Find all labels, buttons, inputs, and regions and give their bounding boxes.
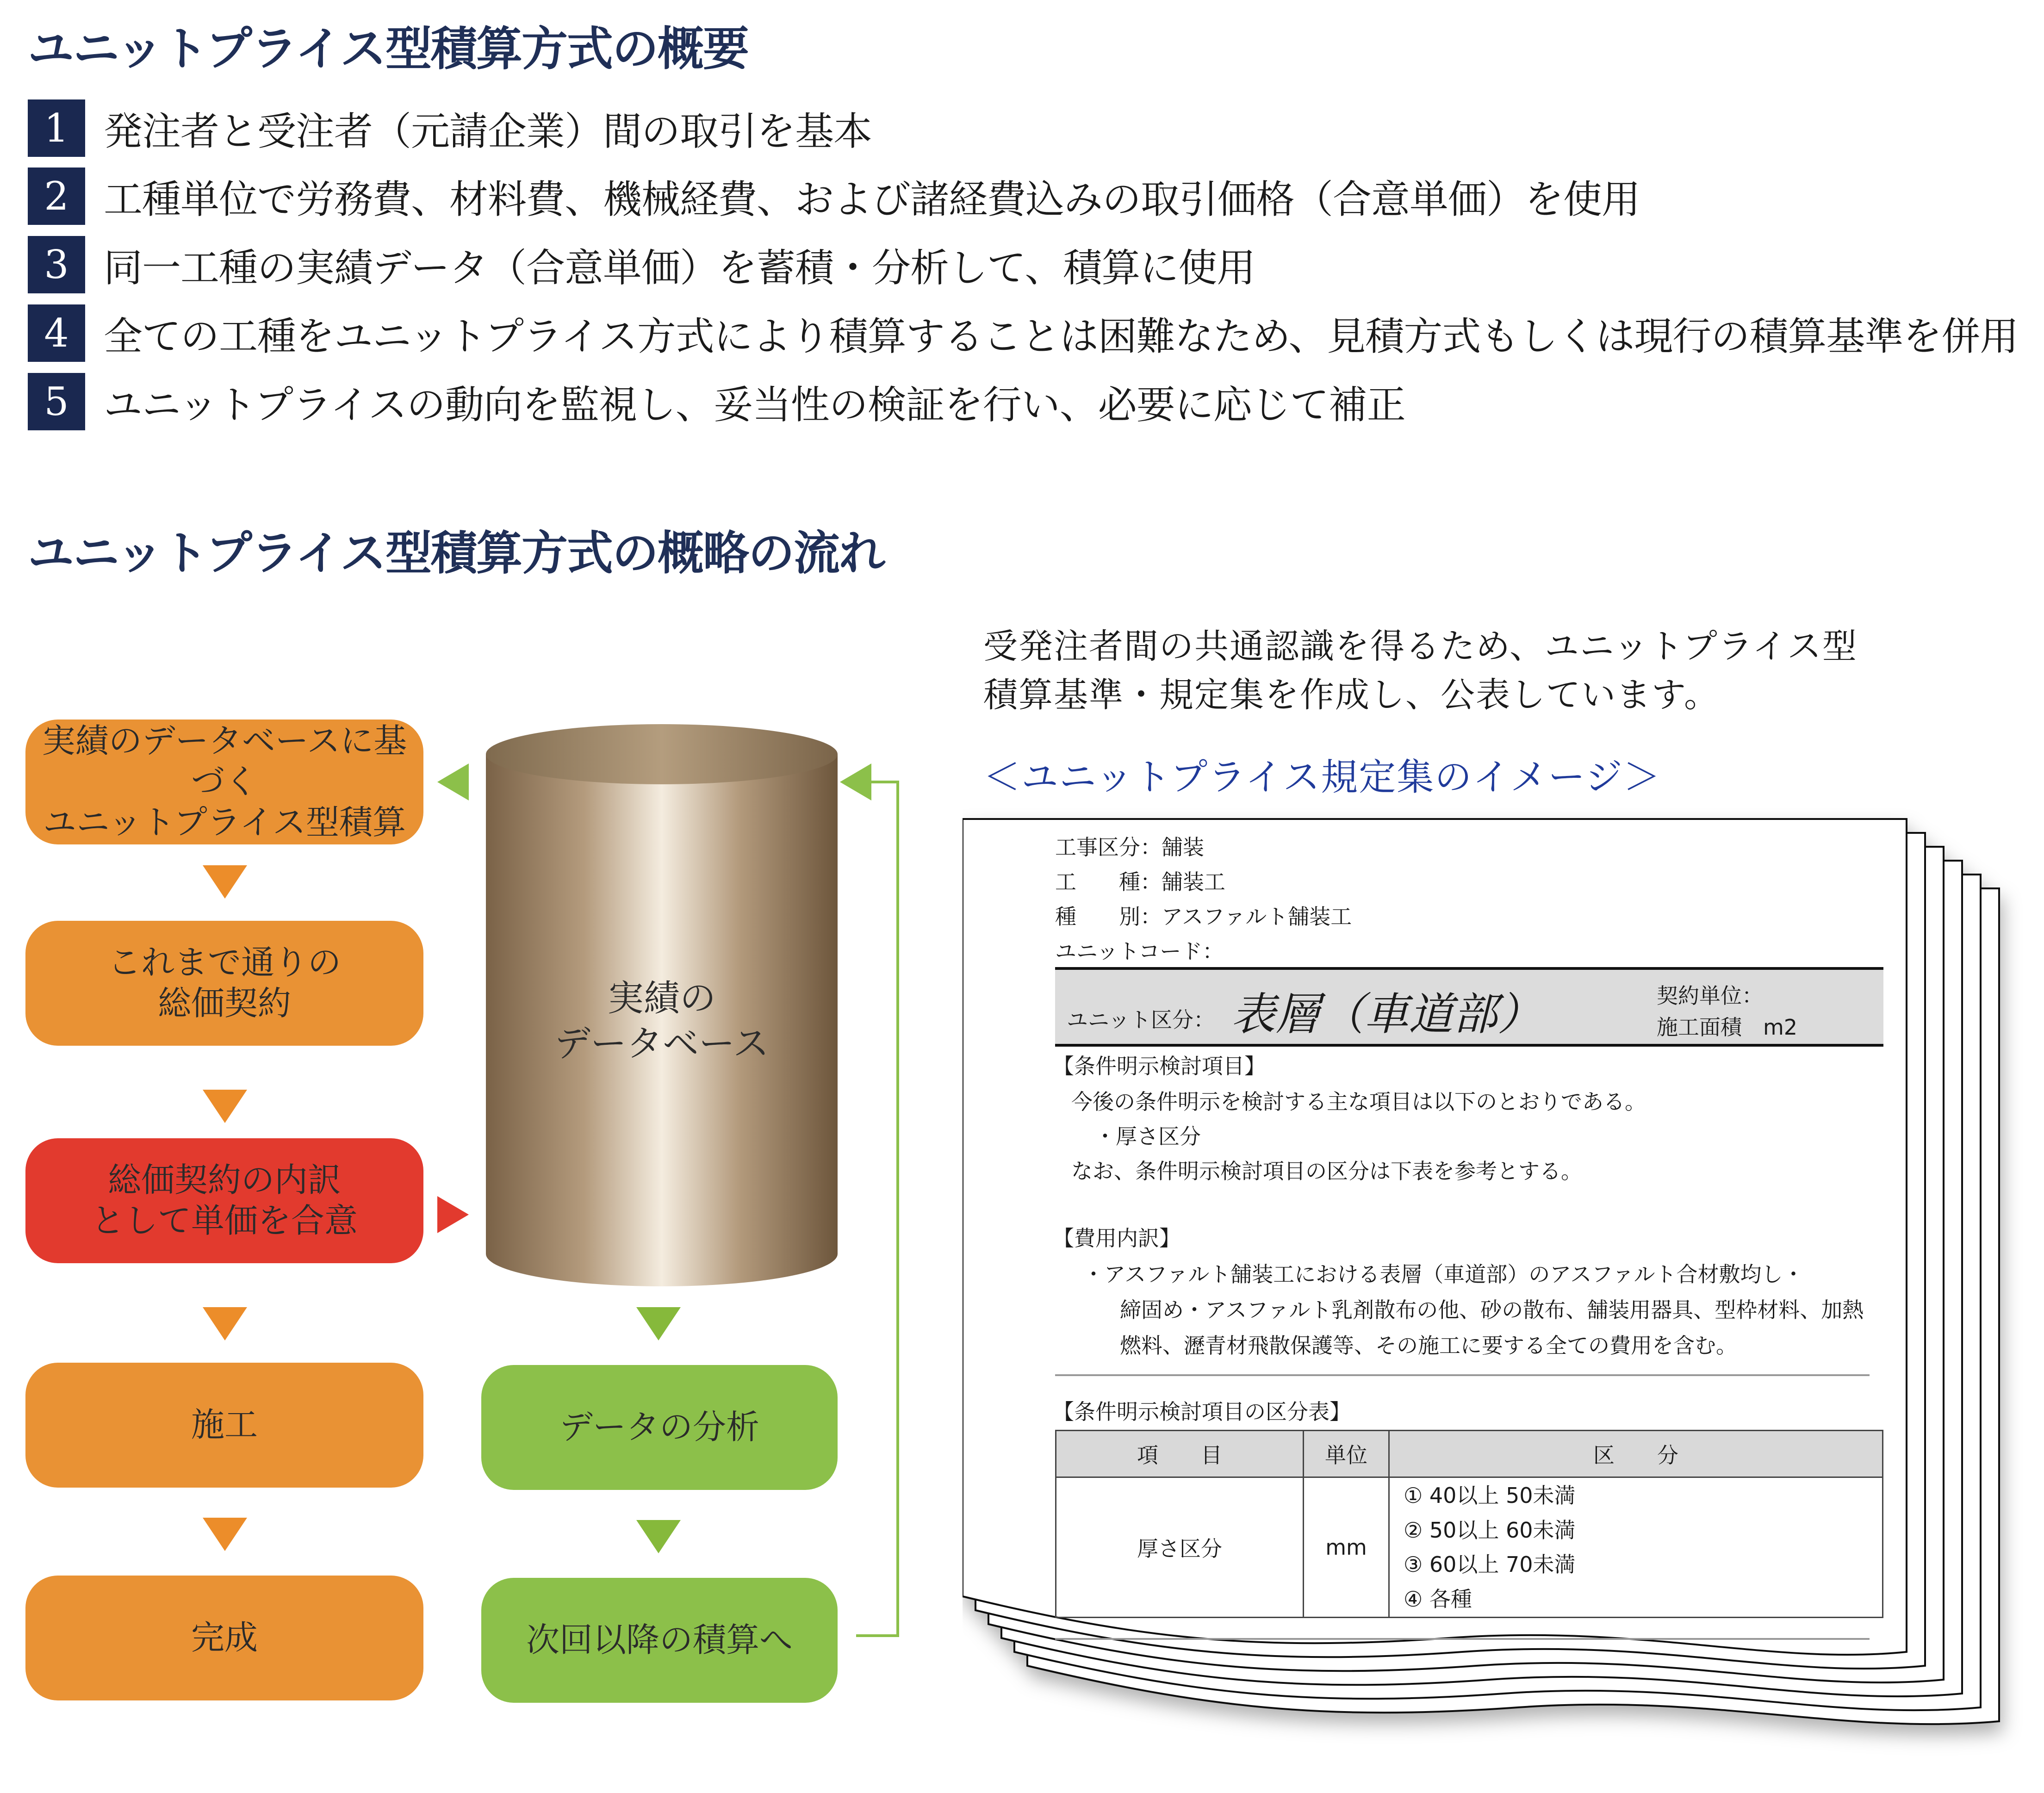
- condition-heading: 【条件明示検討項目】: [1053, 1054, 1266, 1079]
- arrow-down-icon: [203, 865, 247, 899]
- flow-step-completion: [25, 1576, 423, 1700]
- point-text: 工種単位で労務費、材料費、機械経費、および諸経費込みの取引価格（合意単価）を使用: [104, 176, 1640, 222]
- arrow-down-icon: [203, 1518, 247, 1551]
- arrow-down-icon: [203, 1307, 247, 1340]
- arrow-right-icon: [437, 1196, 469, 1233]
- cost-heading: 【費用内訳】: [1053, 1226, 1180, 1251]
- doc-meta-line: 種 別：アスファルト舗装工: [1055, 904, 1352, 929]
- flow-step-agree-unit-price: [25, 1138, 423, 1263]
- overview-point-3: [28, 236, 1255, 293]
- overview-point-4: [28, 304, 2018, 362]
- unit-name: 表層（車道部）: [1231, 988, 1542, 1040]
- step-line: として単価を合意: [91, 1201, 358, 1240]
- point-number-badge: 3: [28, 236, 85, 293]
- step-line: ユニットプライス型積算: [43, 802, 406, 842]
- condition-line: ・厚さ区分: [1094, 1124, 1201, 1149]
- step-line: 次回以降の積算へ: [526, 1620, 793, 1660]
- point-number-badge: 2: [28, 168, 85, 225]
- doc-meta-line: ユニットコード：: [1055, 939, 1224, 964]
- table-cell-unit: mm: [1304, 1477, 1389, 1618]
- arrow-left-icon: [437, 763, 469, 800]
- table-cell-kubun: [1389, 1477, 1883, 1618]
- point-text: ユニットプライスの動向を監視し、妥当性の検証を行い、必要に応じて補正: [104, 382, 1405, 428]
- condition-line: 今後の条件明示を検討する主な項目は以下のとおりである。: [1071, 1089, 1646, 1114]
- table-header: 区 分: [1389, 1431, 1883, 1477]
- point-number-badge: 1: [28, 99, 85, 157]
- condition-line: なお、条件明示検討項目の区分は下表を参考とする。: [1071, 1159, 1582, 1184]
- intro-line: 受発注者間の共通認識を得るため、ユニットプライス型: [983, 627, 1858, 666]
- table-header: 単位: [1304, 1431, 1389, 1477]
- contract-unit-label: 契約単位：: [1657, 983, 1763, 1008]
- point-text: 発注者と受注者（元請企業）間の取引を基本: [104, 108, 872, 154]
- contract-unit-value: 施工面積 m2: [1657, 1015, 1798, 1040]
- step-line: これまで通りの: [107, 943, 341, 982]
- arrow-down-icon: [636, 1520, 681, 1553]
- flow-step-construction: [25, 1363, 423, 1488]
- kubun-line: ③ 60以上 70未満: [1404, 1552, 1576, 1577]
- arrow-down-icon: [636, 1307, 681, 1340]
- arrow-down-icon: [203, 1090, 247, 1123]
- intro-line: 積算基準・規定集を作成し、公表しています。: [983, 675, 1720, 715]
- overview-point-5: [28, 373, 1405, 430]
- unit-division-bar: [1055, 967, 1883, 1047]
- step-line: 実績のデータベースに基づく: [42, 721, 407, 801]
- flow-step-unit-price-estimation: [25, 720, 423, 844]
- doc-meta-line: 工事区分：舗装: [1055, 835, 1204, 860]
- table-cell-item: 厚さ区分: [1056, 1477, 1304, 1618]
- step-line: データの分析: [559, 1408, 759, 1447]
- flow-step-data-analysis: [481, 1365, 838, 1490]
- table-header-row: [1056, 1431, 1883, 1477]
- divider: [1055, 1638, 1870, 1640]
- image-caption: ＜ユニットプライス規定集のイメージ＞: [983, 756, 1661, 799]
- unit-prefix: ユニット区分：: [1067, 1007, 1215, 1032]
- cost-line: 締固め・アスファルト乳剤散布の他、砂の散布、舗装用器具、型枠材料、加熱: [1120, 1297, 1864, 1322]
- flow-step-lump-sum-contract: [25, 921, 423, 1046]
- database-label-line: データベース: [554, 1023, 770, 1065]
- overview-point-1: [28, 99, 872, 157]
- point-text: 同一工種の実績データ（合意単価）を蓄積・分析して、積算に使用: [104, 245, 1255, 291]
- cost-line: ・アスファルト舗装工における表層（車道部）のアスファルト合材敷均し・: [1083, 1262, 1804, 1287]
- table-row: [1056, 1477, 1883, 1618]
- step-line: 施工: [191, 1405, 258, 1445]
- feedback-loop-line: [851, 777, 907, 1647]
- condition-table: [1055, 1430, 1883, 1618]
- table-heading: 【条件明示検討項目の区分表】: [1053, 1399, 1351, 1424]
- divider: [1055, 1374, 1870, 1376]
- kubun-line: ④ 各種: [1404, 1586, 1472, 1612]
- step-line: 完成: [191, 1618, 258, 1657]
- point-number-badge: 4: [28, 304, 85, 362]
- point-text: 全ての工種をユニットプライス方式により積算することは困難なため、見積方式もしくは現行の積算基準を併用: [104, 313, 2019, 359]
- doc-meta-line: 工 種：舗装工: [1055, 869, 1225, 894]
- cost-line: 燃料、瀝青材飛散保護等、その施工に要する全ての費用を含む。: [1120, 1333, 1737, 1358]
- flow-title: ユニットプライス型積算方式の概略の流れ: [28, 526, 884, 580]
- point-number-badge: 5: [28, 373, 85, 430]
- kubun-line: ① 40以上 50未満: [1404, 1483, 1576, 1508]
- step-line: 総価契約: [157, 984, 291, 1023]
- intro-text: [983, 622, 1858, 720]
- step-line: 総価契約の内訳: [107, 1160, 341, 1200]
- flow-step-next-estimation: [481, 1578, 838, 1703]
- kubun-line: ② 50以上 60未満: [1404, 1517, 1576, 1543]
- database-label: [486, 976, 838, 1067]
- overview-title: ユニットプライス型積算方式の概要: [28, 22, 748, 76]
- database-label-line: 実績の: [607, 978, 716, 1019]
- overview-point-2: [28, 168, 1640, 225]
- table-header: 項 目: [1056, 1431, 1304, 1477]
